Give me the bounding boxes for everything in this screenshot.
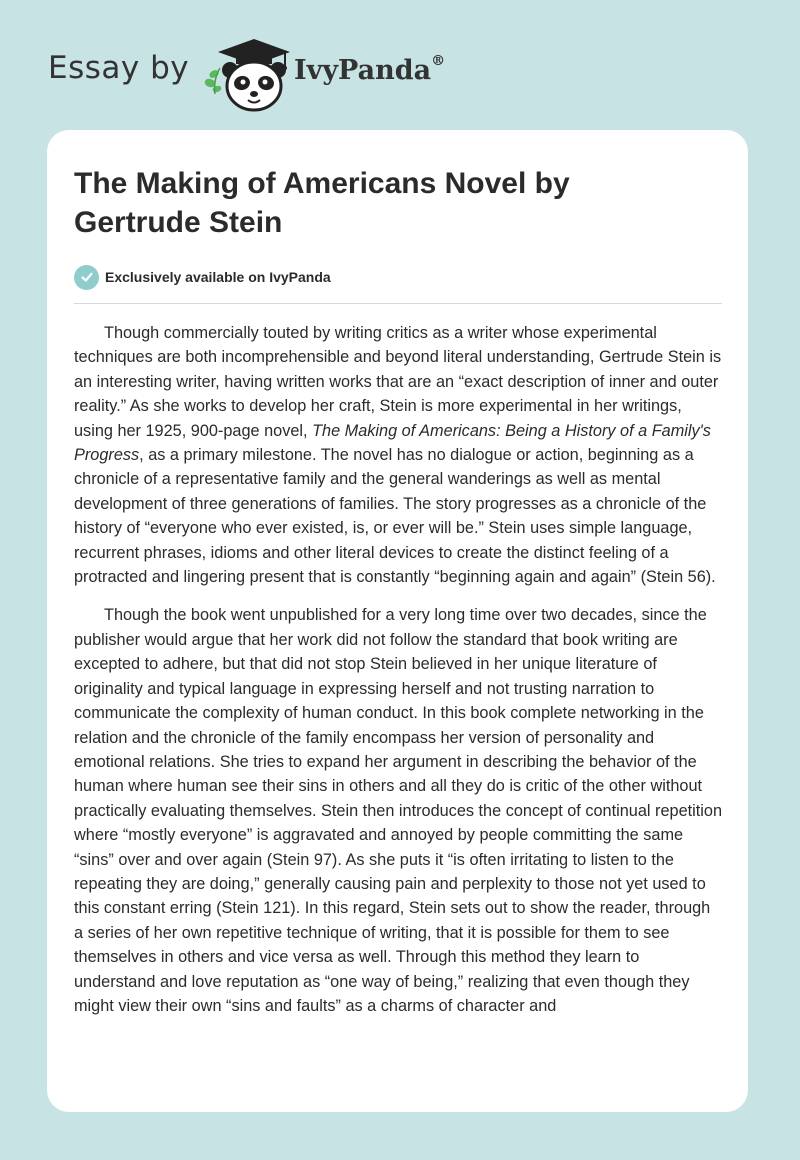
panda-graduate-logo[interactable] <box>200 34 300 114</box>
paragraph-text: , as a primary milestone. The novel has no dialogue or action, beginning as a chronicle of a representative family and the general wanderings as well as mental development of three generations of families. The story progresses as a chronicle of the history of “everyone who ever existed, is, or ever will be.” Stein uses simple language, recurrent phrases, idioms and other literal devices to create the distinct feeling of a protracted and lingering present that is constantly “beginning again and again” (Stein 56). <box>74 446 716 587</box>
essay-card <box>47 130 748 1112</box>
site-header <box>0 0 800 130</box>
brand-name[interactable] <box>294 55 445 86</box>
badge-label: Exclusively available on IvyPanda <box>105 269 331 285</box>
book-title: The Making of Americans: Being a History of a Family's Progress <box>74 421 711 465</box>
paragraph-text: Though the book went unpublished for a very long time over two decades, since the publisher would argue that her work did not follow the standard that book writing are excepted to adhere, but that did not stop Stein believed in her unique literature of originality and typical language in expressing herself and not trusting narration to communicate the complexity of human conduct. In this book complete networking in the relation and the chronicle of the family encompass her version of personality and emotional relations. She tries to expand her argument in describing the behavior of the human where human see their sins in others and all they do is critic of the other without practically evaluating themselves. Stein then introduces the concept of continual repetition where “mostly everyone” is aggravated and annoyed by people committing the same “sins” over and over again (Stein 97). As she puts it “is often irritating to listen to the repeating they are doing,” generally causing pain and perplexity to those not yet used to this constant erring (Stein 121). In this regard, Stein sets out to show the reader, through a series of her own repetitive technique of writing, that it is possible for them to see themselves in others and vice versa as well. Through this method they learn to understand and love reputation as “one way of being,” realizing that even though they might view their own “sins and faults” as a charms of character and <box>74 606 723 1015</box>
paragraph <box>74 603 722 1018</box>
essay-title: The Making of Americans Novel by Gertrude Stein <box>74 167 570 239</box>
check-circle-icon <box>74 265 99 290</box>
paragraph <box>74 321 722 589</box>
essay-body <box>74 321 722 1032</box>
essay-by-label: Essay by <box>48 50 190 86</box>
brand-name-text: IvyPanda <box>294 55 432 86</box>
exclusive-badge <box>74 264 331 290</box>
paragraph-text: Though commercially touted by writing critics as a writer whose experimental techniques are both incomprehensible and beyond literal understanding, Gertrude Stein is an interesting writer, having written works that are an “exact description of inner and outer reality.” As she works to develop her craft, Stein is more experimental in her writings, using her 1925, 900-page novel, <box>74 324 722 440</box>
registered-mark: ® <box>431 53 446 69</box>
divider <box>74 303 722 304</box>
